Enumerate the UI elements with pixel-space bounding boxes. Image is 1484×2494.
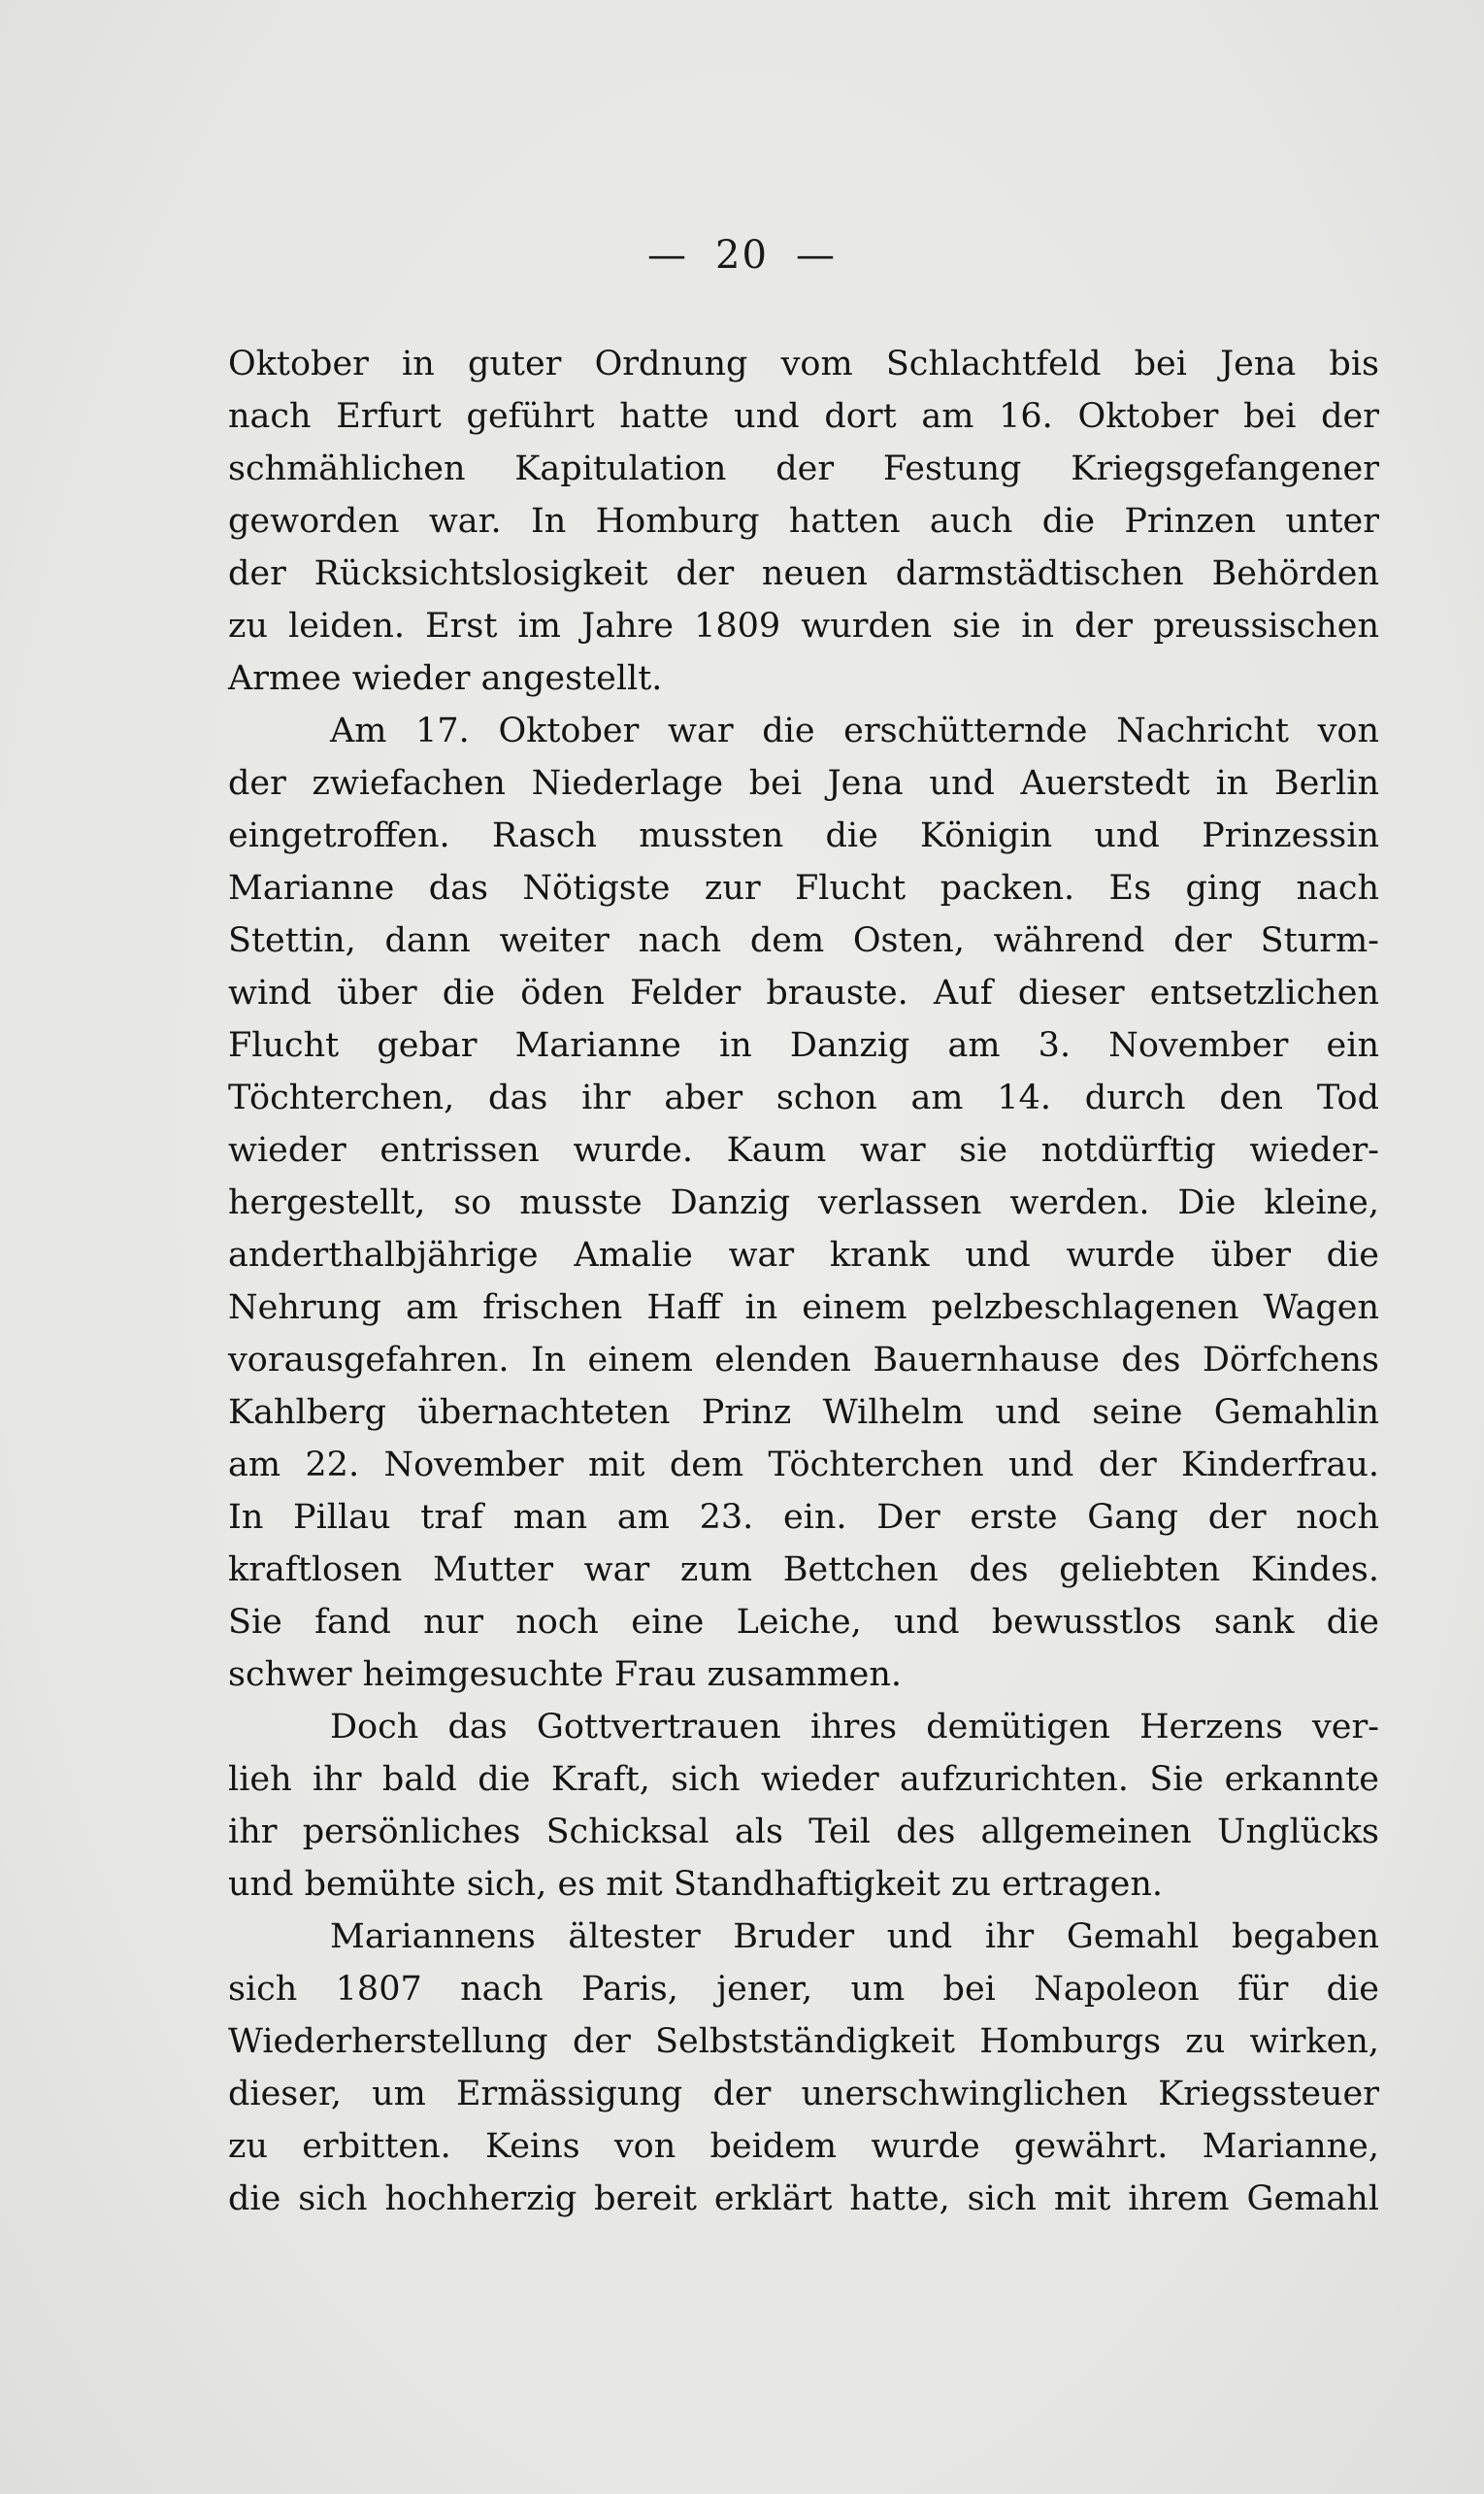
- text-line: zu erbitten. Keins von beidem wurde gewährt. Marianne,: [228, 2127, 1379, 2166]
- text-line: Am 17. Oktober war die erschütternde Nachricht von: [330, 712, 1379, 750]
- text-line: Töchterchen, das ihr aber schon am 14. durch den Tod: [228, 1079, 1379, 1117]
- text-line: Mariannens ältester Bruder und ihr Gemahl begaben: [330, 1917, 1379, 1956]
- page-number-dash-left: —: [647, 233, 689, 278]
- text-line: wieder entrissen wurde. Kaum war sie notdürftig wieder-: [228, 1131, 1379, 1170]
- text-line: Wiederherstellung der Selbstständigkeit Homburgs zu wirken,: [228, 2022, 1379, 2061]
- page-number-header: [0, 233, 1484, 278]
- text-line: Flucht gebar Marianne in Danzig am 3. November ein: [228, 1026, 1379, 1065]
- text-line: wind über die öden Felder brauste. Auf dieser entsetzlichen: [228, 974, 1379, 1013]
- text-line: Stettin, dann weiter nach dem Osten, während der Sturm-: [228, 921, 1379, 960]
- text-line: Armee wieder angestellt.: [228, 659, 663, 698]
- text-line: kraftlosen Mutter war zum Bettchen des geliebten Kindes.: [228, 1550, 1379, 1589]
- text-line: zu leiden. Erst im Jahre 1809 wurden sie in der preussischen: [228, 607, 1379, 646]
- text-line: Marianne das Nötigste zur Flucht packen. Es ging nach: [228, 869, 1379, 908]
- text-line: hergestellt, so musste Danzig verlassen werden. Die kleine,: [228, 1183, 1379, 1222]
- body-text: [228, 338, 1379, 2225]
- text-line: Doch das Gottvertrauen ihres demütigen Herzens ver-: [330, 1708, 1379, 1746]
- text-line: eingetroffen. Rasch mussten die Königin und Prinzessin: [228, 816, 1379, 855]
- text-line: Kahlberg übernachteten Prinz Wilhelm und seine Gemahlin: [228, 1393, 1379, 1432]
- page-number-dash-right: —: [795, 233, 837, 278]
- text-line: geworden war. In Homburg hatten auch die Prinzen unter: [228, 502, 1379, 541]
- text-line: In Pillau traf man am 23. ein. Der erste Gang der noch: [228, 1498, 1379, 1537]
- text-line: die sich hochherzig bereit erklärt hatte, sich mit ihrem Gemahl: [228, 2179, 1379, 2218]
- text-line: der Rücksichtslosigkeit der neuen darmstädtischen Behörden: [228, 554, 1379, 593]
- text-line: anderthalbjährige Amalie war krank und wurde über die: [228, 1236, 1379, 1275]
- text-line: am 22. November mit dem Töchterchen und der Kinderfrau.: [228, 1446, 1379, 1484]
- text-line: Oktober in guter Ordnung vom Schlachtfeld bei Jena bis: [228, 345, 1379, 383]
- text-line: dieser, um Ermässigung der unerschwinglichen Kriegssteuer: [228, 2075, 1379, 2113]
- page-number: 20: [715, 233, 769, 278]
- text-line: schmählichen Kapitulation der Festung Kriegsgefangener: [228, 449, 1379, 488]
- text-line: Sie fand nur noch eine Leiche, und bewusstlos sank die: [228, 1603, 1379, 1642]
- text-line: der zwiefachen Niederlage bei Jena und Auerstedt in Berlin: [228, 764, 1379, 803]
- text-line: schwer heimgesuchte Frau zusammen.: [228, 1655, 903, 1694]
- text-line: vorausgefahren. In einem elenden Bauernhause des Dörfchens: [228, 1341, 1379, 1380]
- text-line: und bemühte sich, es mit Standhaftigkeit zu ertragen.: [228, 1865, 1164, 1904]
- text-line: Nehrung am frischen Haff in einem pelzbeschlagenen Wagen: [228, 1288, 1379, 1327]
- text-line: ihr persönliches Schicksal als Teil des allgemeinen Unglücks: [228, 1812, 1379, 1851]
- text-line: lieh ihr bald die Kraft, sich wieder aufzurichten. Sie erkannte: [228, 1760, 1379, 1799]
- text-line: nach Erfurt geführt hatte und dort am 16. Oktober bei der: [228, 397, 1379, 436]
- text-line: sich 1807 nach Paris, jener, um bei Napoleon für die: [228, 1970, 1379, 2009]
